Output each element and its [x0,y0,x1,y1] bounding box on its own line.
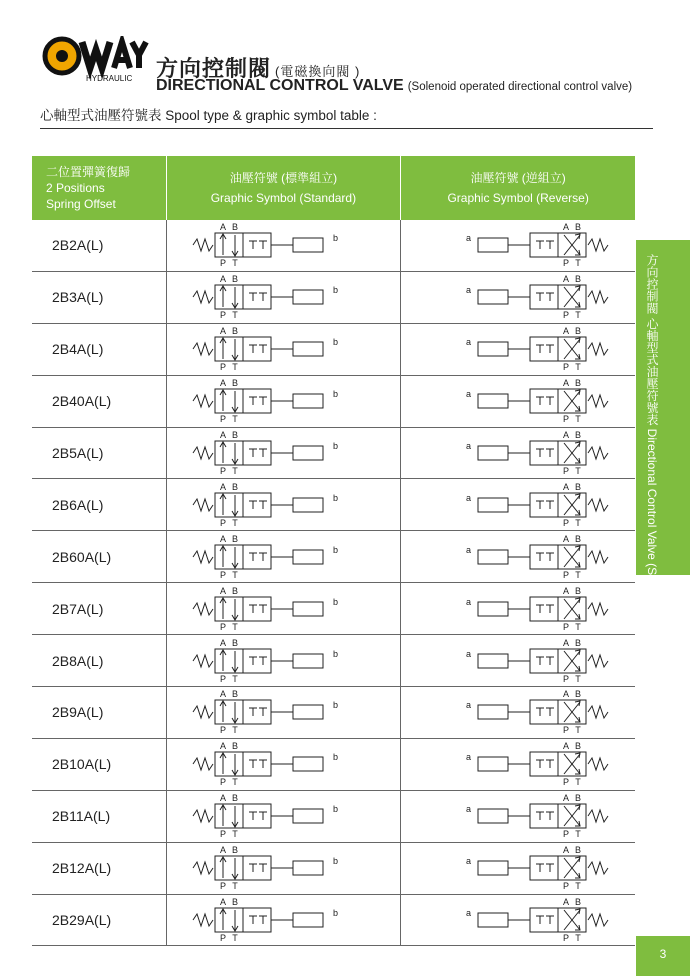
standard-symbol-cell [166,479,401,531]
svg-text:A: A [563,378,570,389]
header-reverse [401,156,635,220]
svg-text:B: B [575,222,582,233]
svg-text:T: T [575,466,581,476]
model-code: 2B40A(L) [32,375,166,427]
model-code: 2B10A(L) [32,738,166,790]
model-code: 2B11A(L) [32,790,166,842]
model-code: 2B2A(L) [32,220,166,271]
svg-text:P: P [220,362,227,373]
standard-symbol-cell [166,427,401,479]
model-code: 2B60A(L) [32,531,166,583]
reverse-symbol [418,221,618,269]
standard-symbol-cell [166,271,401,323]
reverse-symbol [418,792,618,840]
model-code: 2B4A(L) [32,323,166,375]
svg-text:A: A [220,274,227,285]
reverse-symbol-cell [401,687,635,739]
model-code: 2B5A(L) [32,427,166,479]
svg-text:b: b [333,596,339,607]
svg-text:B: B [575,741,582,752]
brand-sub: HYDRAULIC [86,74,133,83]
svg-text:A: A [563,533,570,544]
svg-text:a: a [466,908,472,919]
svg-text:B: B [232,326,239,337]
svg-text:T: T [232,258,239,269]
svg-text:T: T [575,362,581,373]
reverse-symbol-cell [401,375,635,427]
table-row [32,842,635,894]
standard-symbol [183,273,383,321]
svg-text:b: b [333,389,339,400]
title-cn-sub: (電磁換向閥 ) [275,64,361,79]
svg-text:A: A [563,845,570,856]
svg-text:a: a [466,648,472,659]
svg-text:B: B [232,897,239,908]
table-row [32,271,635,323]
svg-text:P: P [563,414,570,425]
svg-text:B: B [232,793,239,804]
svg-text:A: A [220,481,227,492]
svg-text:P: P [563,362,570,373]
svg-text:P: P [563,673,570,684]
reverse-symbol-cell [401,271,635,323]
svg-text:B: B [232,430,239,440]
svg-text:A: A [563,689,570,700]
svg-text:a: a [466,544,472,555]
svg-text:A: A [563,793,570,804]
svg-text:B: B [232,274,239,285]
reverse-symbol [418,585,618,633]
reverse-symbol [418,325,618,373]
svg-text:T: T [232,829,239,840]
svg-text:P: P [220,933,227,944]
svg-text:T: T [575,933,581,944]
reverse-symbol-cell [401,790,635,842]
reverse-symbol-cell [401,323,635,375]
svg-text:P: P [563,777,570,788]
table-header-row [32,156,635,220]
standard-symbol-cell [166,738,401,790]
svg-text:B: B [232,222,239,233]
table-row [32,220,635,271]
svg-text:A: A [220,897,227,908]
svg-text:P: P [220,621,227,632]
brand-logo [42,36,152,84]
svg-text:T: T [232,310,239,321]
model-code: 2B8A(L) [32,635,166,687]
svg-text:T: T [232,414,239,425]
header-standard [166,156,401,220]
header-standard-cn: 油壓符號 (標準組立) [229,171,338,185]
standard-symbol-cell [166,894,401,946]
svg-text:b: b [333,856,339,867]
svg-text:P: P [563,621,570,632]
standard-symbol [183,429,383,477]
svg-text:P: P [563,517,570,528]
svg-text:b: b [333,233,339,244]
reverse-symbol [418,740,618,788]
svg-text:T: T [575,517,581,528]
svg-text:B: B [575,533,582,544]
svg-text:P: P [563,933,570,944]
svg-text:T: T [575,673,581,684]
svg-text:B: B [575,585,582,596]
standard-symbol [183,585,383,633]
svg-text:T: T [575,621,581,632]
svg-text:P: P [220,881,227,892]
svg-text:P: P [563,725,570,736]
standard-symbol [183,740,383,788]
header-positions-en2: Spring Offset [46,197,116,211]
svg-text:B: B [575,481,582,492]
standard-symbol-cell [166,583,401,635]
standard-symbol-cell [166,687,401,739]
svg-text:P: P [563,569,570,580]
page-number: 3 [636,936,690,976]
svg-text:P: P [563,881,570,892]
svg-text:A: A [563,326,570,337]
svg-text:a: a [466,389,472,400]
svg-text:T: T [575,414,581,425]
svg-text:B: B [232,845,239,856]
standard-symbol [183,896,383,944]
table-row [32,479,635,531]
svg-text:T: T [575,725,581,736]
svg-text:B: B [575,637,582,648]
svg-text:a: a [466,285,472,296]
svg-text:b: b [333,908,339,919]
header-reverse-en: Graphic Symbol (Reverse) [447,191,589,205]
reverse-symbol-cell [401,583,635,635]
svg-text:a: a [466,700,472,711]
svg-text:T: T [575,310,581,321]
model-code: 2B6A(L) [32,479,166,531]
svg-text:a: a [466,337,472,348]
svg-text:A: A [220,585,227,596]
svg-text:a: a [466,752,472,763]
svg-text:P: P [220,569,227,580]
standard-symbol-cell [166,790,401,842]
reverse-symbol [418,533,618,581]
table-row [32,531,635,583]
svg-text:A: A [220,533,227,544]
svg-text:P: P [563,310,570,321]
reverse-symbol-cell [401,842,635,894]
model-code: 2B7A(L) [32,583,166,635]
svg-text:P: P [220,258,227,269]
reverse-symbol [418,377,618,425]
standard-symbol [183,688,383,736]
svg-text:B: B [232,378,239,389]
header-positions-cn: 二位置彈簧復歸 [46,165,131,179]
header-reverse-cn: 油壓符號 (逆組立) [470,171,566,185]
svg-text:T: T [575,777,581,788]
header-positions-en1: 2 Positions [46,181,105,195]
reverse-symbol-cell [401,427,635,479]
svg-text:B: B [232,481,239,492]
svg-text:A: A [563,481,570,492]
header-standard-en: Graphic Symbol (Standard) [210,191,357,205]
svg-text:A: A [220,378,227,389]
svg-text:P: P [220,777,227,788]
reverse-symbol [418,429,618,477]
svg-text:b: b [333,700,339,711]
svg-text:P: P [563,829,570,840]
model-code: 2B3A(L) [32,271,166,323]
standard-symbol [183,844,383,892]
svg-text:a: a [466,856,472,867]
svg-text:B: B [575,378,582,389]
svg-text:T: T [232,362,239,373]
svg-text:P: P [220,414,227,425]
svg-text:b: b [333,804,339,815]
svg-text:A: A [563,274,570,285]
svg-text:T: T [232,569,239,580]
table-row [32,790,635,842]
svg-text:A: A [563,897,570,908]
svg-text:A: A [563,222,570,233]
standard-symbol [183,533,383,581]
svg-text:b: b [333,441,339,451]
svg-text:T: T [232,881,239,892]
reverse-symbol-cell [401,894,635,946]
svg-text:T: T [232,777,239,788]
reverse-symbol [418,688,618,736]
svg-text:T: T [232,933,239,944]
svg-text:a: a [466,804,472,815]
svg-text:A: A [563,430,570,440]
svg-text:B: B [232,741,239,752]
svg-text:A: A [563,637,570,648]
svg-text:a: a [466,596,472,607]
svg-text:P: P [563,258,570,269]
standard-symbol-cell [166,531,401,583]
svg-text:A: A [220,845,227,856]
svg-text:P: P [563,466,570,476]
svg-text:T: T [232,621,239,632]
svg-text:A: A [220,741,227,752]
svg-text:B: B [575,897,582,908]
svg-text:B: B [575,274,582,285]
svg-text:P: P [220,466,227,476]
standard-symbol [183,792,383,840]
table-row [32,583,635,635]
side-tab [636,240,690,753]
svg-text:P: P [220,310,227,321]
model-code: 2B12A(L) [32,842,166,894]
svg-text:P: P [220,829,227,840]
reverse-symbol-cell [401,220,635,271]
svg-text:a: a [466,441,472,451]
side-tab-text: 方向控制閥 心軸型式油壓符號表 Directional Control Valve (Spool type & graphic symbol table) [645,254,659,753]
title-cn-main: 方向控制閥 [156,56,272,81]
svg-text:P: P [220,517,227,528]
svg-text:B: B [575,845,582,856]
svg-text:b: b [333,752,339,763]
svg-text:B: B [575,793,582,804]
standard-symbol-cell [166,220,401,271]
svg-text:T: T [575,829,581,840]
reverse-symbol [418,637,618,685]
reverse-symbol-cell [401,635,635,687]
svg-text:B: B [575,430,582,440]
svg-text:B: B [232,533,239,544]
standard-symbol-cell [166,323,401,375]
svg-text:B: B [575,689,582,700]
standard-symbol-cell [166,375,401,427]
svg-text:B: B [575,326,582,337]
svg-text:T: T [232,725,239,736]
reverse-symbol-cell [401,738,635,790]
svg-text:P: P [220,673,227,684]
standard-symbol-cell [166,635,401,687]
table-row [32,323,635,375]
reverse-symbol [418,844,618,892]
divider [40,128,653,129]
table-subtitle: 心軸型式油壓符號表 Spool type & graphic symbol table : [40,108,377,123]
svg-text:b: b [333,648,339,659]
svg-text:B: B [232,637,239,648]
svg-text:A: A [220,430,227,440]
svg-text:A: A [563,741,570,752]
standard-symbol [183,221,383,269]
svg-text:A: A [220,326,227,337]
table-row [32,375,635,427]
svg-text:b: b [333,492,339,503]
svg-text:b: b [333,285,339,296]
page-title-en [156,77,632,95]
svg-text:A: A [220,689,227,700]
reverse-symbol-cell [401,479,635,531]
svg-text:T: T [232,466,239,476]
svg-text:A: A [220,222,227,233]
svg-text:b: b [333,337,339,348]
svg-text:T: T [232,517,239,528]
svg-text:B: B [232,585,239,596]
svg-text:b: b [333,544,339,555]
table-row [32,894,635,946]
table-row [32,738,635,790]
svg-text:a: a [466,492,472,503]
svg-text:A: A [220,637,227,648]
svg-text:T: T [232,673,239,684]
table-row [32,427,635,479]
model-code: 2B29A(L) [32,894,166,946]
svg-text:B: B [232,689,239,700]
reverse-symbol [418,896,618,944]
standard-symbol [183,481,383,529]
svg-text:T: T [575,881,581,892]
svg-text:T: T [575,569,581,580]
svg-text:a: a [466,233,472,244]
standard-symbol [183,325,383,373]
reverse-symbol [418,481,618,529]
table-row [32,687,635,739]
svg-text:P: P [220,725,227,736]
standard-symbol [183,637,383,685]
standard-symbol [183,377,383,425]
svg-text:T: T [575,258,581,269]
spool-symbol-table [32,156,635,946]
header-positions [32,156,166,220]
table-row [32,635,635,687]
svg-text:A: A [563,585,570,596]
svg-text:A: A [220,793,227,804]
standard-symbol-cell [166,842,401,894]
model-code: 2B9A(L) [32,687,166,739]
reverse-symbol [418,273,618,321]
title-en-sub: (Solenoid operated directional control valve) [407,81,633,93]
title-en-main: DIRECTIONAL CONTROL VALVE [156,77,404,94]
reverse-symbol-cell [401,531,635,583]
